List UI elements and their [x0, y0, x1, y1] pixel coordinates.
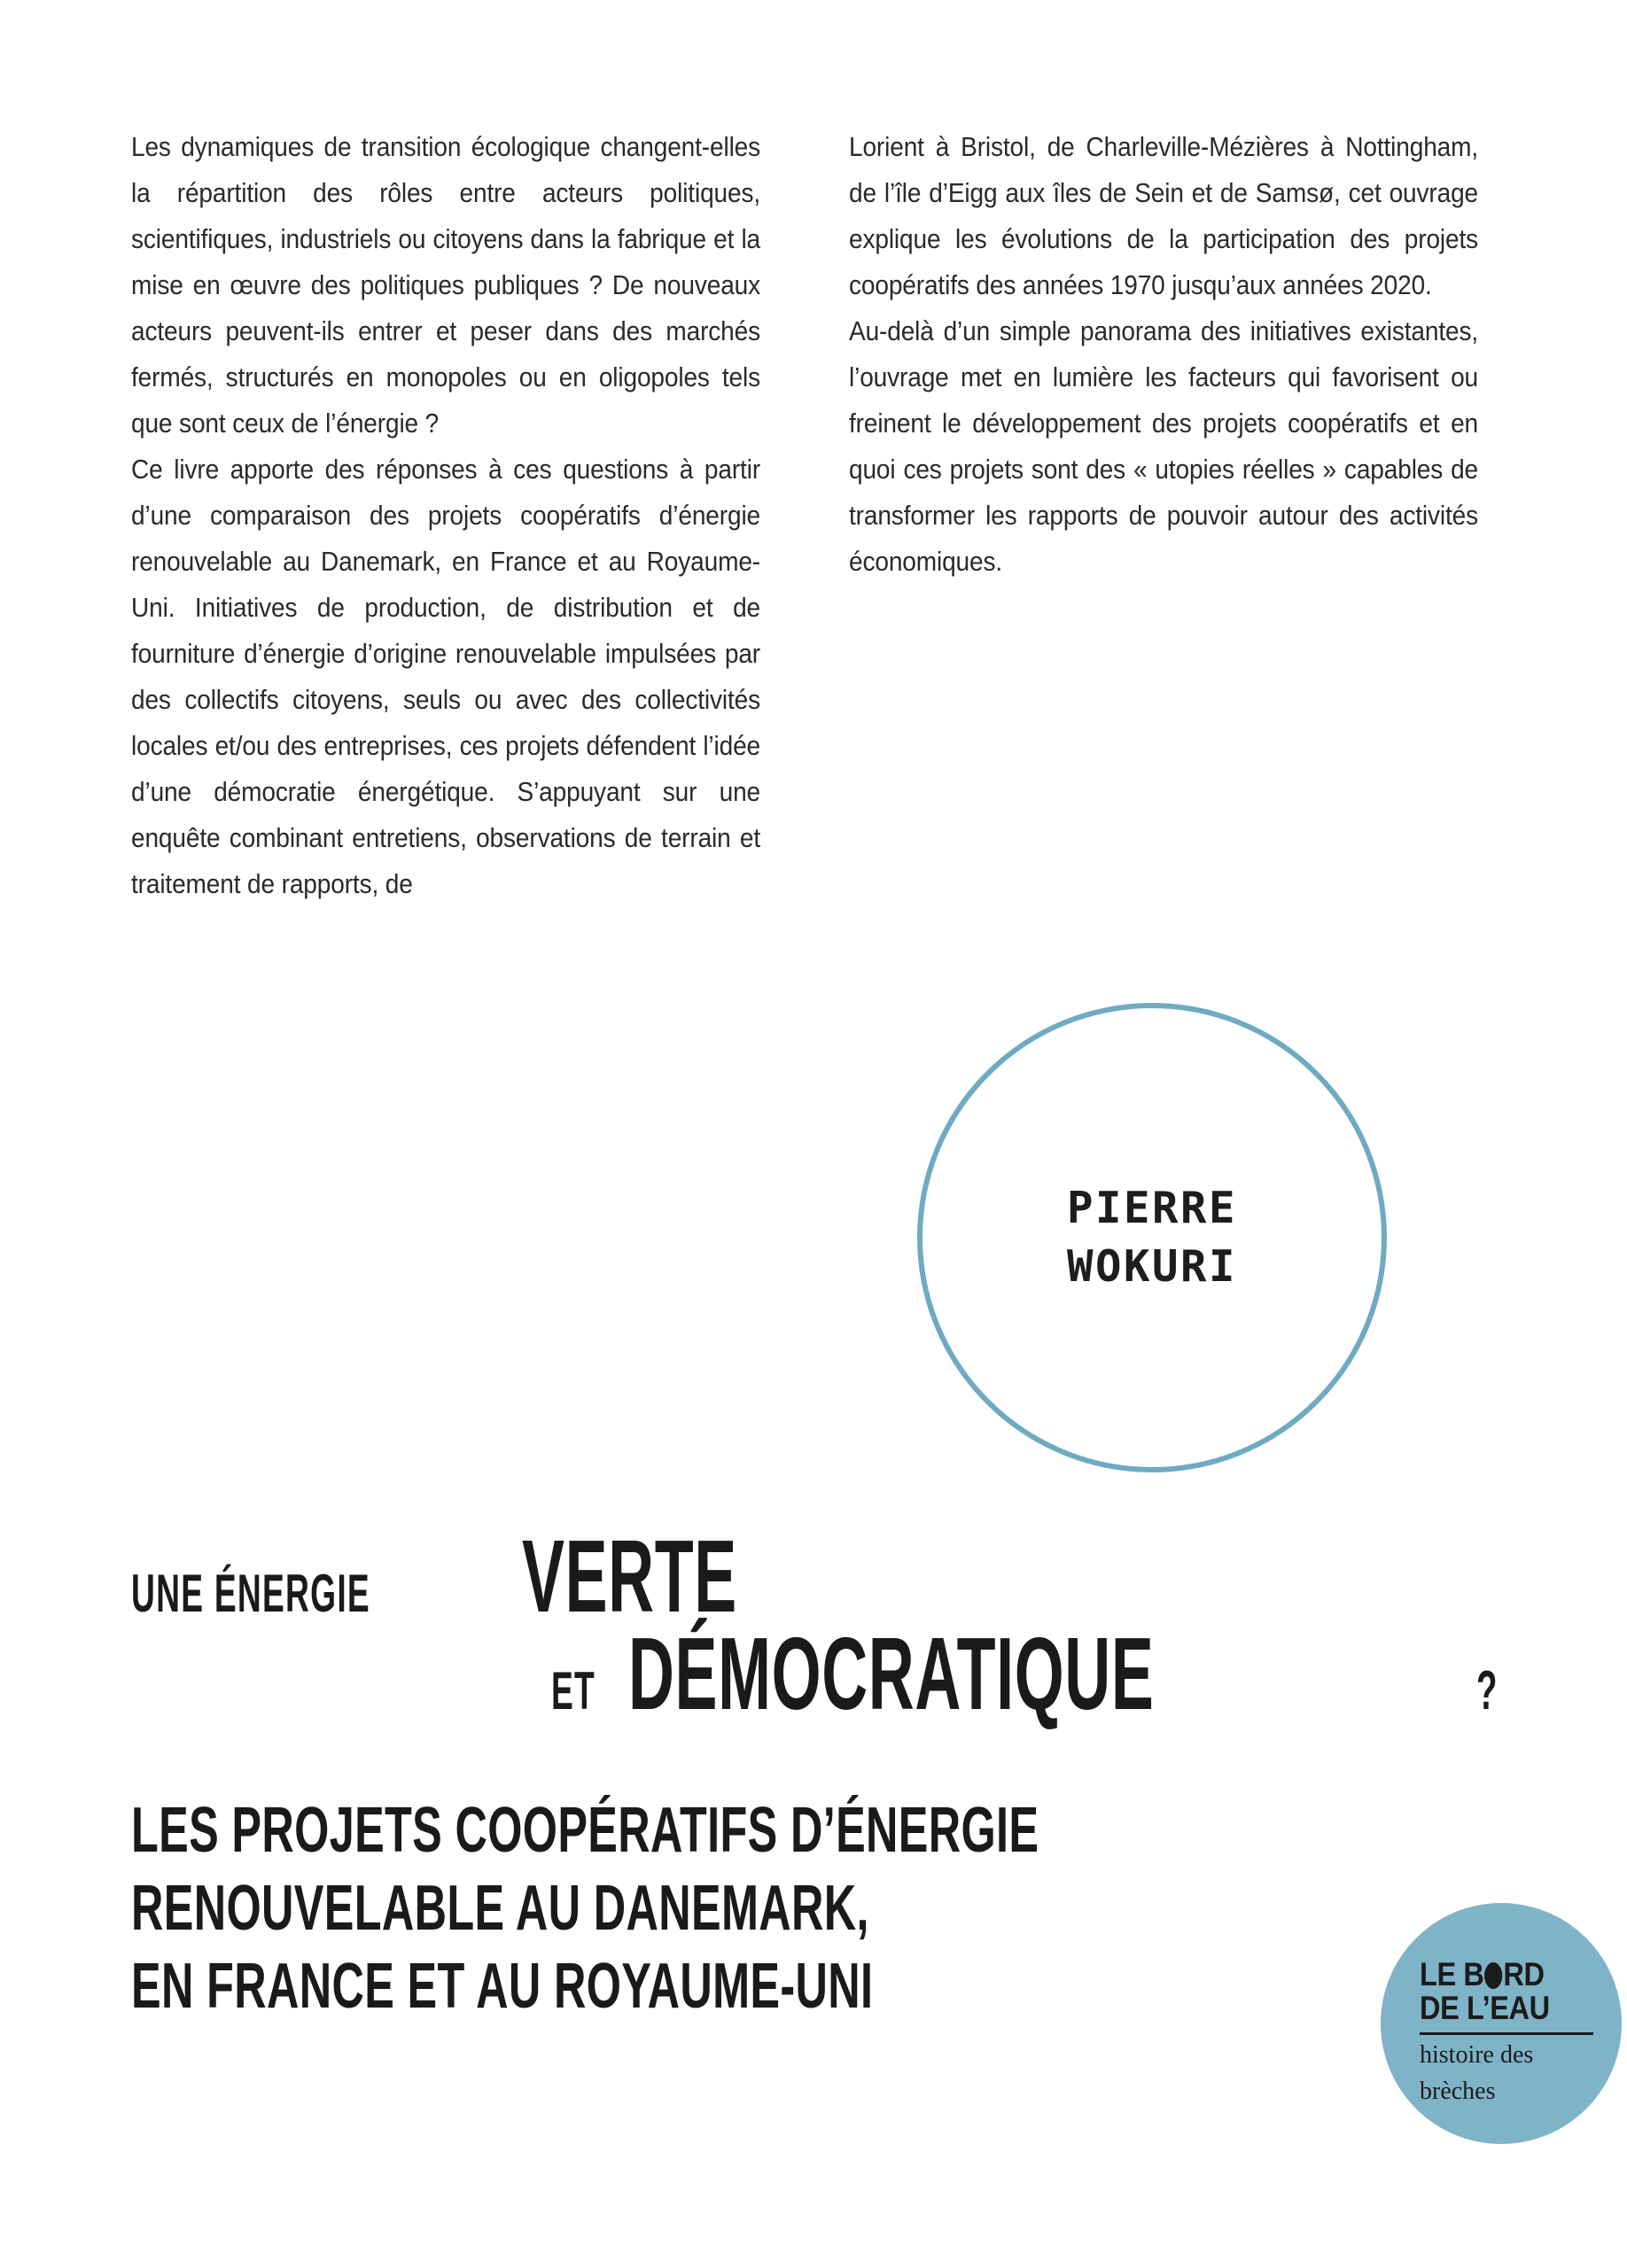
publisher-logo: [1381, 1903, 1622, 2144]
blurb-left-column: [131, 124, 760, 907]
blurb-paragraph: Lorient à Bristol, de Charleville-Mézières à Nottingham, de l’île d’Eigg aux îles de Sein et de Samsø, cet ouvrage explique les évolutions de la participation des projets coopératifs des années 1970 jusqu’aux années 2020.: [849, 132, 1479, 300]
title-line-2-big: DÉMOCRATIQUE: [627, 1616, 1155, 1731]
author-name-circle: [917, 1003, 1387, 1472]
blurb-section: [131, 124, 1478, 907]
book-subtitle: [131, 1791, 1425, 2025]
author-first-name: PIERRE: [1066, 1182, 1237, 1233]
subtitle-line: RENOUVELABLE AU DANEMARK,: [131, 1873, 869, 1944]
publisher-name-line-1: [1420, 1958, 1584, 1992]
title-line-2: [131, 1614, 1496, 1733]
subtitle-line: LES PROJETS COOPÉRATIFS D’ÉNERGIE: [131, 1795, 1039, 1866]
publisher-name-line-2: DE L’EAU: [1420, 1990, 1550, 2026]
author-last-name: WOKURI: [1066, 1241, 1237, 1292]
blurb-paragraph: Ce livre apporte des réponses à ces questions à partir d’une comparaison des projets coopératifs d’énergie renouvelable au Danemark, en France et au Royaume-Uni. Initiatives de production, de distribution et de fourniture d’énergie d’origine renouvelable impulsées par des collectifs citoyens, seuls ou avec des collectivités locales et/ou des entreprises, ces projets défendent l’idée d’une démocratie énergétique. S’appuyant sur une enquête combinant entretiens, observations de terrain et traitement de rapports, de: [131, 454, 761, 899]
subtitle-line: EN FRANCE ET AU ROYAUME-UNI: [131, 1951, 874, 2022]
collection-name-line-2: brèches: [1420, 2078, 1496, 2105]
blurb-paragraph: Au-delà d’un simple panorama des initiatives existantes, l’ouvrage met en lumière les facteurs qui favorisent ou freinent le développement des projets coopératifs et en quoi ces projets sont des « utopies réelles » capables de transformer les rapports de pouvoir autour des activités économiques.: [849, 316, 1479, 577]
title-question-mark: ?: [1475, 1660, 1498, 1721]
blurb-right-column: [849, 124, 1478, 907]
blurb-paragraph: Les dynamiques de transition écologique changent-elles la répartition des rôles entre acteurs politiques, scientifiques, industriels ou citoyens dans la fabrique et la mise en œuvre des politiques publiques ? De nouveaux acteurs peuvent-ils entrer et peser dans des marchés fermés, structurés en monopoles ou en oligopoles tels que sont ceux de l’énergie ?: [131, 132, 761, 439]
title-line-1-big: VERTE: [522, 1518, 738, 1634]
book-title: [131, 1517, 1496, 1733]
title-line-1-small: UNE ÉNERGIE: [131, 1564, 370, 1623]
publisher-logo-divider: [1420, 2032, 1593, 2035]
publisher-name-part-b: RD: [1503, 1956, 1545, 1992]
title-line-2-small: ET: [551, 1661, 596, 1720]
filled-oval-o-icon: [1484, 1962, 1502, 1989]
publisher-logo-inner: [1420, 1958, 1606, 2108]
collection-name-line-1: histoire des: [1420, 2041, 1534, 2069]
publisher-name-part-a: LE B: [1420, 1956, 1484, 1992]
